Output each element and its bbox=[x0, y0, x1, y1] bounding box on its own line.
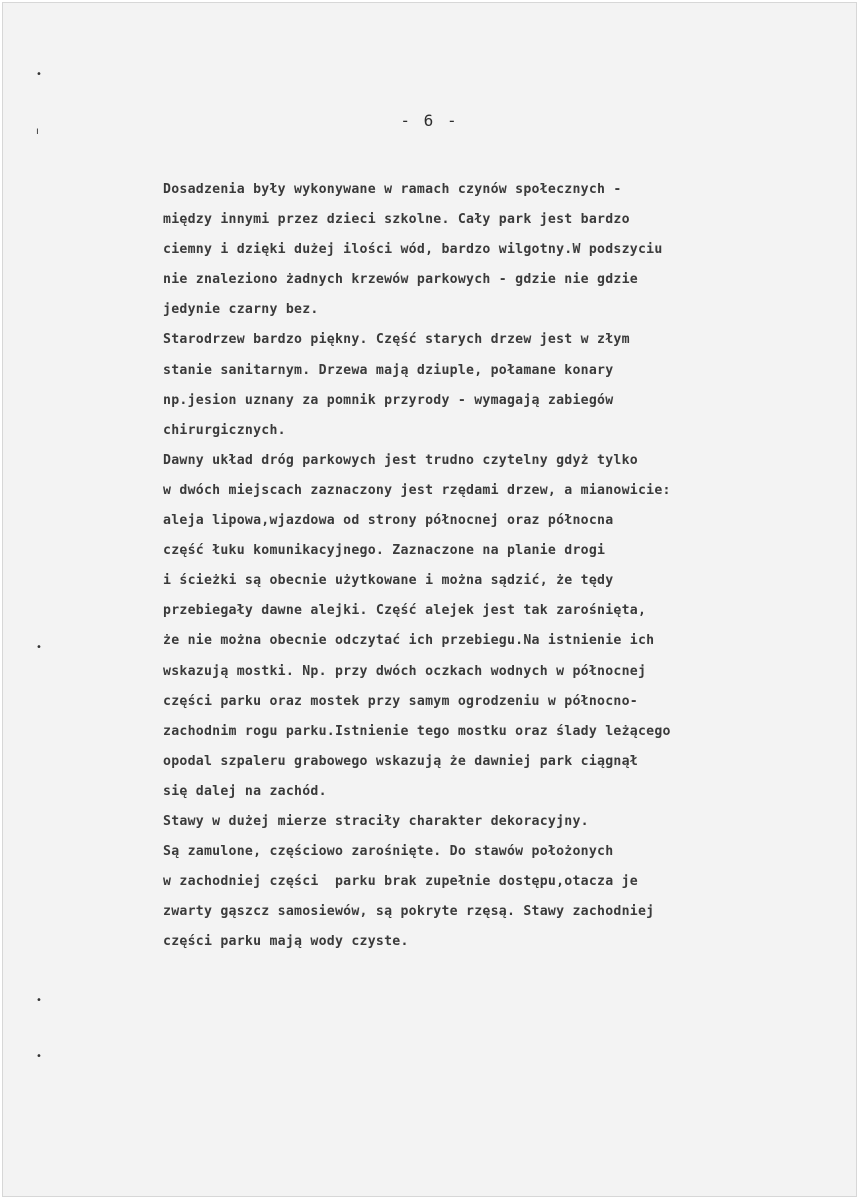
text-line: chirurgicznych. bbox=[163, 422, 286, 438]
text-line: ciemny i dzięki dużej ilości wód, bardzo wilgotny.W podszyciu bbox=[163, 242, 663, 258]
text-line: Dosadzenia były wykonywane w ramach czynów społecznych - bbox=[163, 182, 622, 197]
text-line: część łuku komunikacyjnego. Zaznaczone na planie drogi bbox=[163, 543, 606, 559]
text-line: opodal szpaleru grabowego wskazują że dawniej park ciągnął bbox=[163, 753, 638, 769]
text-line: zachodnim rogu parku.Istnienie tego mostku oraz ślady leżącego bbox=[163, 723, 671, 739]
text-line: Dawny układ dróg parkowych jest trudno czytelny gdyż tylko bbox=[163, 452, 638, 468]
text-line: wskazują mostki. Np. przy dwóch oczkach wodnych w północnej bbox=[163, 663, 647, 679]
text-line: części parku mają wody czyste. bbox=[163, 934, 409, 950]
text-line: Starodrzew bardzo piękny. Część starych drzew jest w złym bbox=[163, 332, 630, 348]
text-line: nie znaleziono żadnych krzewów parkowych - gdzie nie gdzie bbox=[163, 272, 638, 288]
text-line: w dwóch miejscach zaznaczony jest rzędami drzew, a mianowicie: bbox=[163, 482, 671, 498]
text-line: zwarty gąszcz samosiewów, są pokryte rzęsą. Stawy zachodniej bbox=[163, 904, 655, 920]
document-body bbox=[163, 175, 853, 957]
text-line: aleja lipowa,wjazdowa od strony północnej oraz północna bbox=[163, 513, 614, 529]
text-line: Są zamulone, częściowo zarośnięte. Do stawów położonych bbox=[163, 844, 614, 860]
text-line: między innymi przez dzieci szkolne. Cały park jest bardzo bbox=[163, 212, 630, 228]
margin-mark: • bbox=[36, 995, 42, 1006]
text-line: i ścieżki są obecnie użytkowane i można sądzić, że tędy bbox=[163, 573, 614, 589]
text-line: Stawy w dużej mierze straciły charakter dekoracyjny. bbox=[163, 813, 589, 829]
margin-mark: • bbox=[36, 69, 42, 80]
text-line: części parku oraz mostek przy samym ogrodzeniu w północno- bbox=[163, 693, 638, 709]
margin-mark: ı bbox=[36, 126, 39, 137]
text-line: w zachodniej części parku brak zupełnie dostępu,otacza je bbox=[163, 874, 638, 890]
text-line: np.jesion uznany za pomnik przyrody - wymagają zabiegów bbox=[163, 392, 614, 408]
text-line: jedynie czarny bez. bbox=[163, 302, 319, 318]
margin-mark: • bbox=[36, 1051, 42, 1062]
text-line: że nie można obecnie odczytać ich przebiegu.Na istnienie ich bbox=[163, 633, 655, 649]
page-number: - 6 - bbox=[400, 111, 459, 130]
text-line: się dalej na zachód. bbox=[163, 783, 327, 799]
margin-mark: • bbox=[36, 642, 42, 653]
text-line: stanie sanitarnym. Drzewa mają dziuple, połamane konary bbox=[163, 362, 614, 378]
document-page bbox=[2, 2, 857, 1197]
text-line: przebiegały dawne alejki. Część alejek jest tak zarośnięta, bbox=[163, 603, 647, 619]
